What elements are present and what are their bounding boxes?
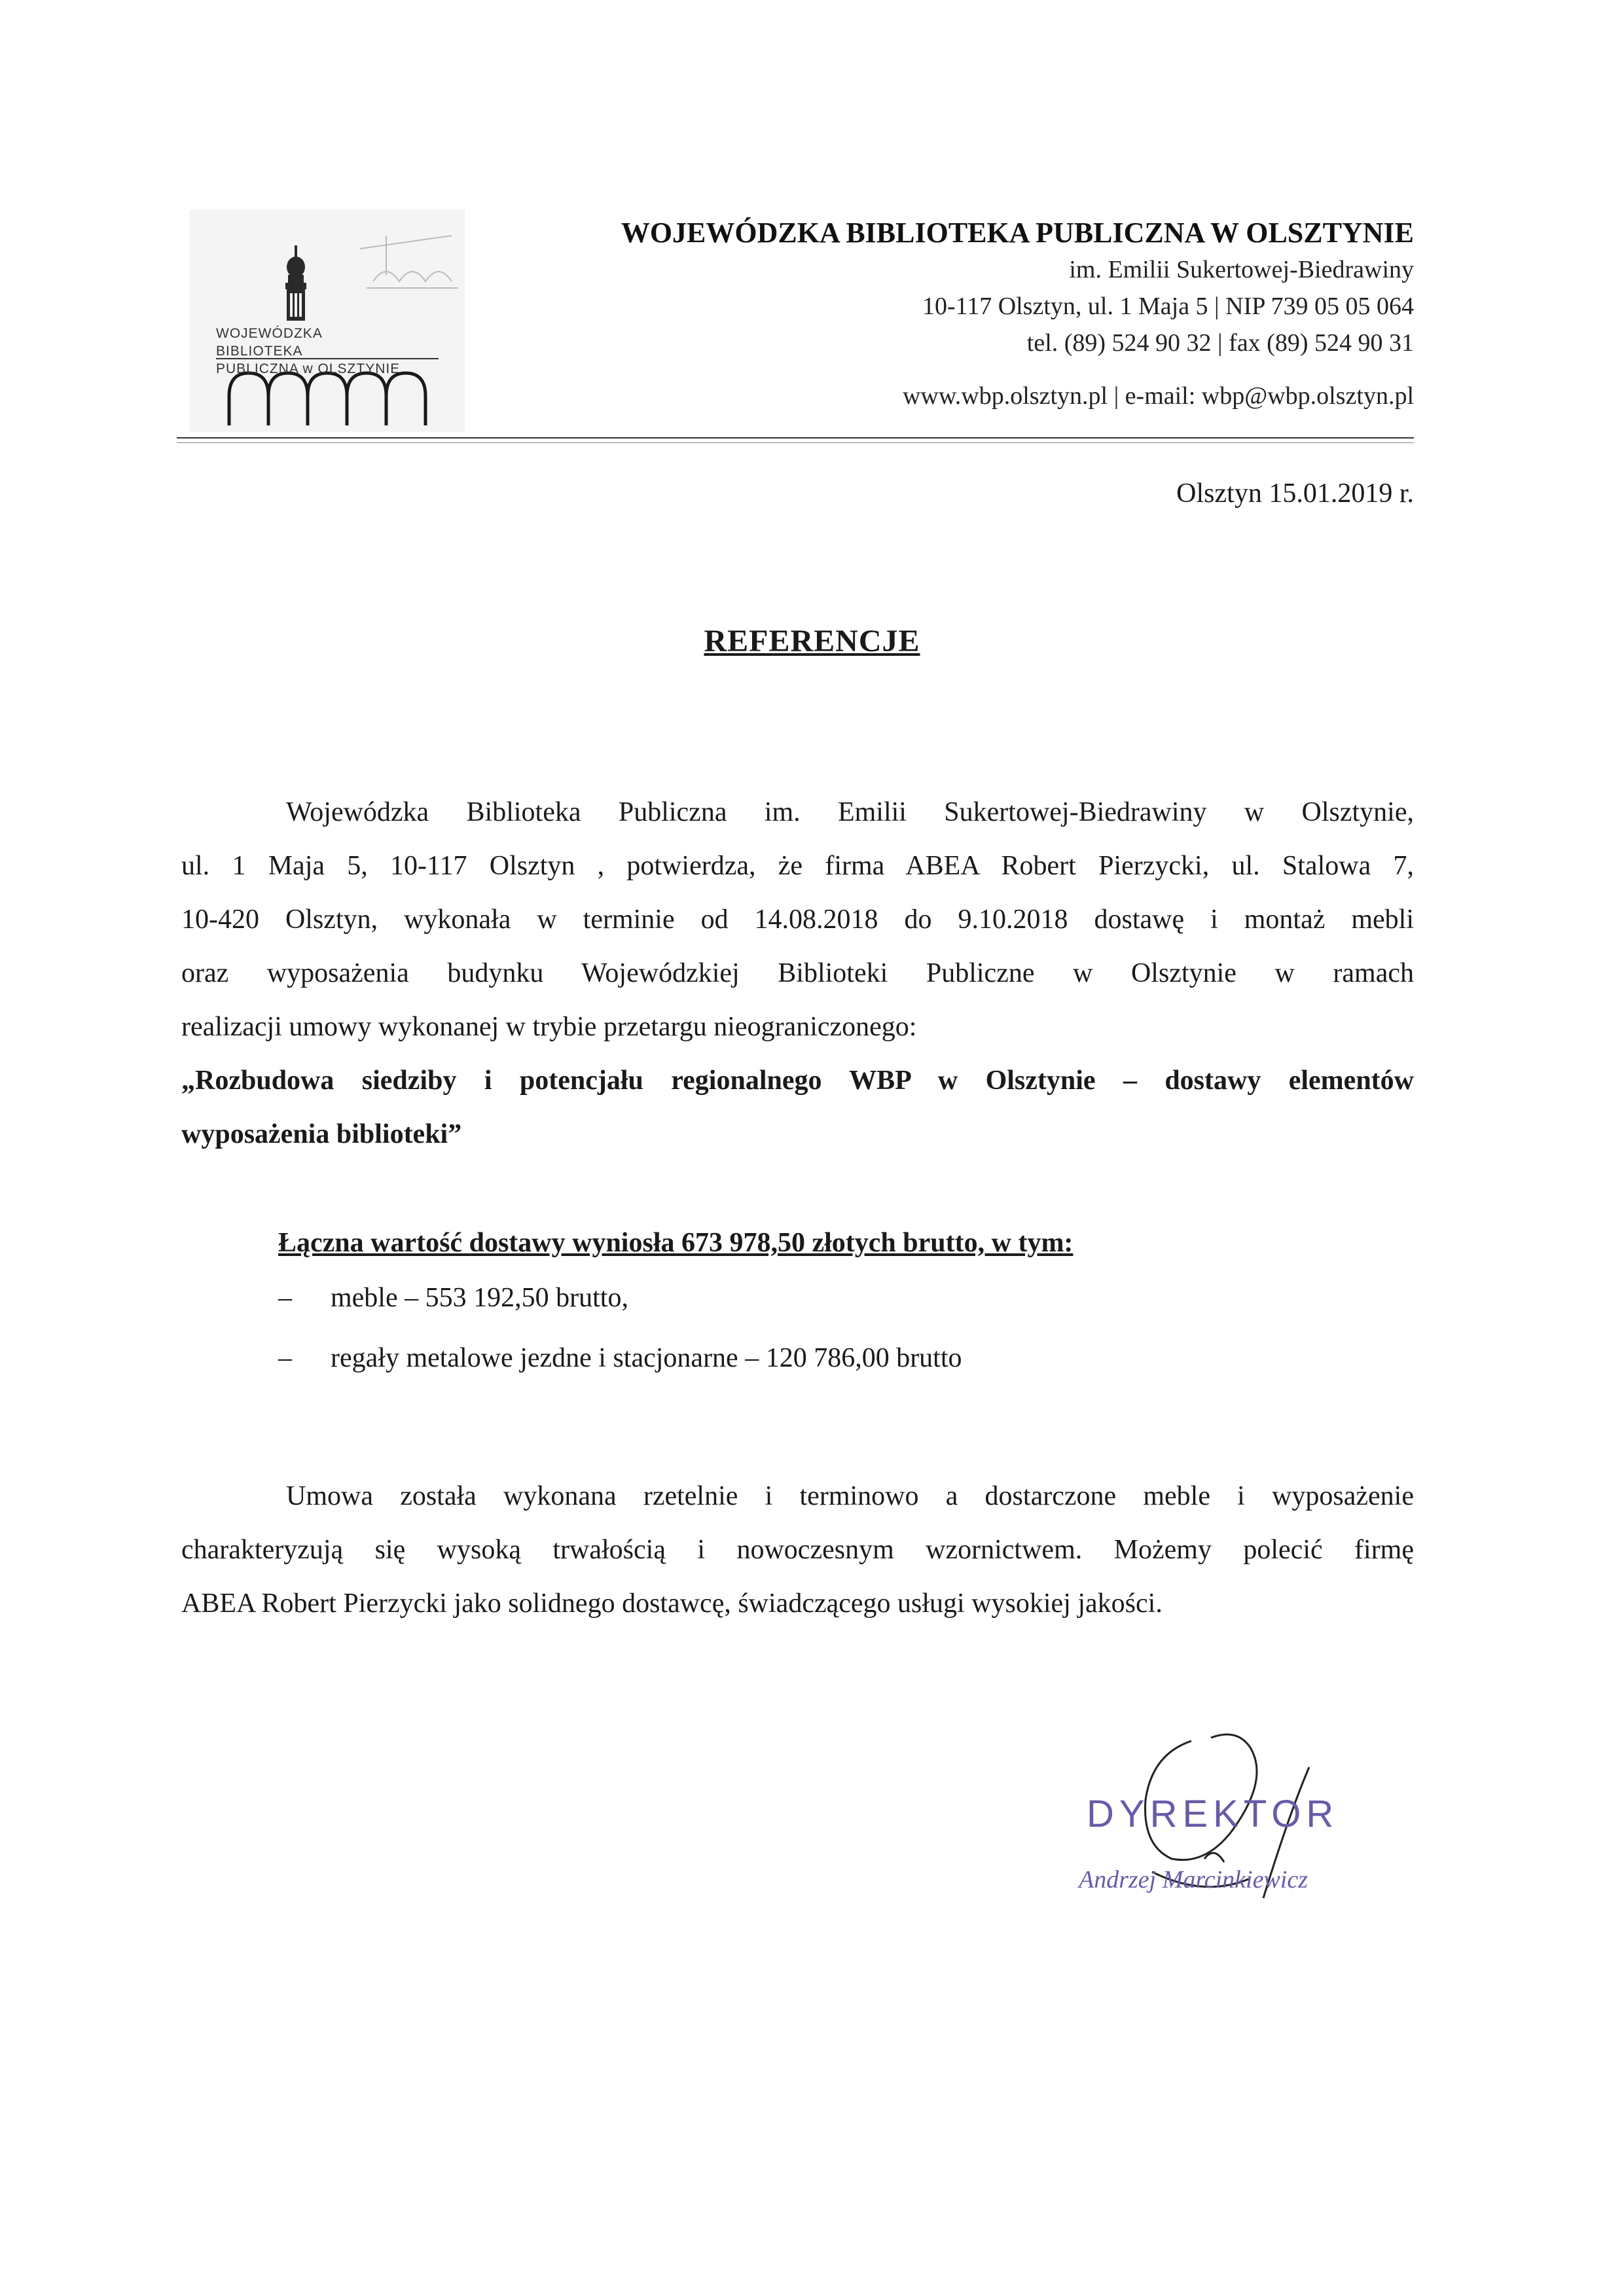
paragraph2-line-text: charakteryzują się wysoką trwałością i nowoczesnym wzornictwem. Możemy polecić firmę bbox=[181, 1535, 1414, 1565]
organization-name: WOJEWÓDZKA BIBLIOTEKA PUBLICZNA W OLSZTYNIE bbox=[621, 217, 1414, 249]
project-name-line bbox=[181, 1107, 1414, 1161]
paragraph1-line bbox=[181, 893, 1414, 946]
logo-text-line1: WOJEWÓDZKA BIBLIOTEKA bbox=[216, 326, 322, 359]
paragraph1-line bbox=[181, 946, 1414, 1000]
dash-marker: – bbox=[278, 1283, 292, 1313]
paragraph1-line bbox=[181, 1000, 1414, 1054]
header-divider-thin bbox=[177, 442, 1414, 443]
paragraph2-line-text: ABEA Robert Pierzycki jako solidnego dostawcę, świadczącego usługi wysokiej jakości. bbox=[181, 1588, 1163, 1619]
item-furniture: meble – 553 192,50 brutto, bbox=[331, 1283, 628, 1313]
paragraph1-line bbox=[181, 839, 1414, 893]
paragraph2-line bbox=[181, 1577, 1414, 1630]
logo-text-line2: PUBLICZNA w OLSZTYNIE bbox=[216, 361, 401, 376]
address-line: 10-117 Olsztyn, ul. 1 Maja 5 | NIP 739 05 05 064 bbox=[922, 293, 1414, 320]
project-name-text: wyposażenia biblioteki” bbox=[181, 1119, 462, 1149]
dash-marker: – bbox=[278, 1343, 292, 1373]
web-line: www.wbp.olsztyn.pl | e-mail: wbp@wbp.olsztyn.pl bbox=[902, 382, 1414, 410]
phone-line: tel. (89) 524 90 32 | fax (89) 524 90 31 bbox=[1026, 329, 1414, 357]
project-name-text: „Rozbudowa siedziby i potencjału regionalnego WBP w Olsztynie – dostawy elementów bbox=[181, 1066, 1414, 1096]
stamp-director-name: Andrzej Marcinkiewicz bbox=[1079, 1866, 1308, 1893]
total-value-heading: Łączna wartość dostawy wyniosła 673 978,50 złotych brutto, w tym: bbox=[278, 1228, 1074, 1258]
paragraph2-line bbox=[286, 1469, 1414, 1523]
paragraph1-line-text: oraz wyposażenia budynku Wojewódzkiej Biblioteki Publiczne w Olsztynie w ramach bbox=[181, 958, 1414, 988]
logo-text bbox=[216, 325, 412, 378]
header-divider bbox=[177, 437, 1414, 439]
paragraph1-line-text: 10-420 Olsztyn, wykonała w terminie od 14.08.2018 do 9.10.2018 dostawę i montaż mebli bbox=[181, 905, 1414, 935]
letter-date: Olsztyn 15.01.2019 r. bbox=[1176, 478, 1414, 509]
paragraph1-line-text: Wojewódzka Biblioteka Publiczna im. Emilii Sukertowej-Biedrawiny w Olsztynie, bbox=[286, 797, 1414, 827]
library-logo bbox=[190, 209, 465, 432]
document-title: REFERENCJE bbox=[704, 624, 920, 658]
paragraph1-line bbox=[286, 785, 1414, 839]
paragraph2-line bbox=[181, 1523, 1414, 1577]
paragraph1-line-text: realizacji umowy wykonanej w trybie przetargu nieograniczonego: bbox=[181, 1012, 917, 1042]
item-shelving: regały metalowe jezdne i stacjonarne – 120 786,00 brutto bbox=[331, 1343, 962, 1373]
paragraph2-line-text: Umowa została wykonana rzetelnie i terminowo a dostarczone meble i wyposażenie bbox=[286, 1481, 1414, 1511]
stamp-director-title: DYREKTOR bbox=[1087, 1793, 1339, 1835]
paragraph1-line-text: ul. 1 Maja 5, 10-117 Olsztyn , potwierdza, że firma ABEA Robert Pierzycki, ul. Stalowa 7, bbox=[181, 851, 1414, 881]
patron-line: im. Emilii Sukertowej-Biedrawiny bbox=[1069, 256, 1414, 283]
project-name-line bbox=[181, 1054, 1414, 1107]
